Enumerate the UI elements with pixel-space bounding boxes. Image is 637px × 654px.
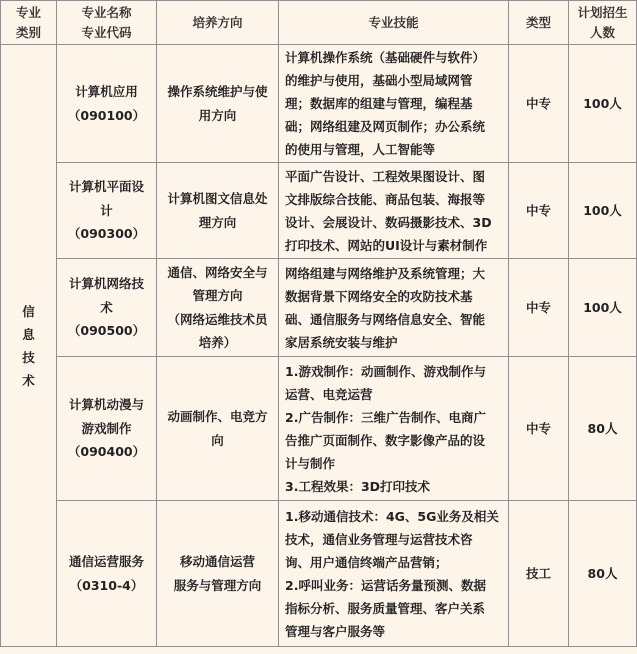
- skills-cell: 网络组建与网络维护及系统管理；大 数据背景下网络安全的攻防技术基 础、通信服务与网络信息安全、智能 家居系统安装与维护: [279, 259, 509, 357]
- table-row: [1, 501, 637, 647]
- header-row: [1, 1, 637, 45]
- direction-cell: 移动通信运营 服务与管理方向: [157, 501, 279, 647]
- table-row: [1, 259, 637, 357]
- category-cell: 信 息 技 术: [1, 45, 57, 647]
- table-row: [1, 163, 637, 259]
- type-cell: 中专: [509, 45, 569, 163]
- skills-cell: 平面广告设计、工程效果图设计、图 文排版综合技能、商品包装、海报等 设计、会展设计、数码摄影技术、3D 打印技术、网站的UI设计与素材制作: [279, 163, 509, 259]
- program-name-cell: 计算机网络技 术 （090500）: [57, 259, 157, 357]
- type-cell: 中专: [509, 163, 569, 259]
- header-enroll: 计划招生 人数: [569, 1, 637, 45]
- direction-cell: 操作系统维护与使 用方向: [157, 45, 279, 163]
- enroll-cell: 100人: [569, 163, 637, 259]
- direction-cell: 计算机图文信息处 理方向: [157, 163, 279, 259]
- skills-cell: 计算机操作系统（基础硬件与软件） 的维护与使用，基础小型局域网管 理；数据库的组建与管理，编程基 础；网络组建及网页制作；办公系统 的使用与管理，人工智能等: [279, 45, 509, 163]
- table-row: [1, 357, 637, 501]
- header-name: 专业名称 专业代码: [57, 1, 157, 45]
- program-name-cell: 计算机动漫与 游戏制作 （090400）: [57, 357, 157, 501]
- header-category: 专业 类别: [1, 1, 57, 45]
- skills-cell: 1.移动通信技术：4G、5G业务及相关 技术，通信业务管理与运营技术咨 询、用户通信终端产品营销； 2.呼叫业务：运营话务量预测、数据 指标分析、服务质量管理、客户关系 管理与客户服务等: [279, 501, 509, 647]
- table-row: [1, 45, 637, 163]
- enroll-cell: 80人: [569, 501, 637, 647]
- header-type: 类型: [509, 1, 569, 45]
- type-cell: 中专: [509, 259, 569, 357]
- direction-cell: 动画制作、电竞方 向: [157, 357, 279, 501]
- program-name-cell: 计算机平面设 计 （090300）: [57, 163, 157, 259]
- enroll-cell: 80人: [569, 357, 637, 501]
- header-direction: 培养方向: [157, 1, 279, 45]
- program-name-cell: 计算机应用 （090100）: [57, 45, 157, 163]
- enroll-cell: 100人: [569, 45, 637, 163]
- skills-cell: 1.游戏制作：动画制作、游戏制作与 运营、电竞运营 2.广告制作：三维广告制作、电商广 告推广页面制作、数字影像产品的设 计与制作 3.工程效果：3D打印技术: [279, 357, 509, 501]
- header-skills: 专业技能: [279, 1, 509, 45]
- direction-cell: 通信、网络安全与 管理方向 （网络运维技术员 培养）: [157, 259, 279, 357]
- program-name-cell: 通信运营服务 （0310-4）: [57, 501, 157, 647]
- type-cell: 中专: [509, 357, 569, 501]
- type-cell: 技工: [509, 501, 569, 647]
- enroll-cell: 100人: [569, 259, 637, 357]
